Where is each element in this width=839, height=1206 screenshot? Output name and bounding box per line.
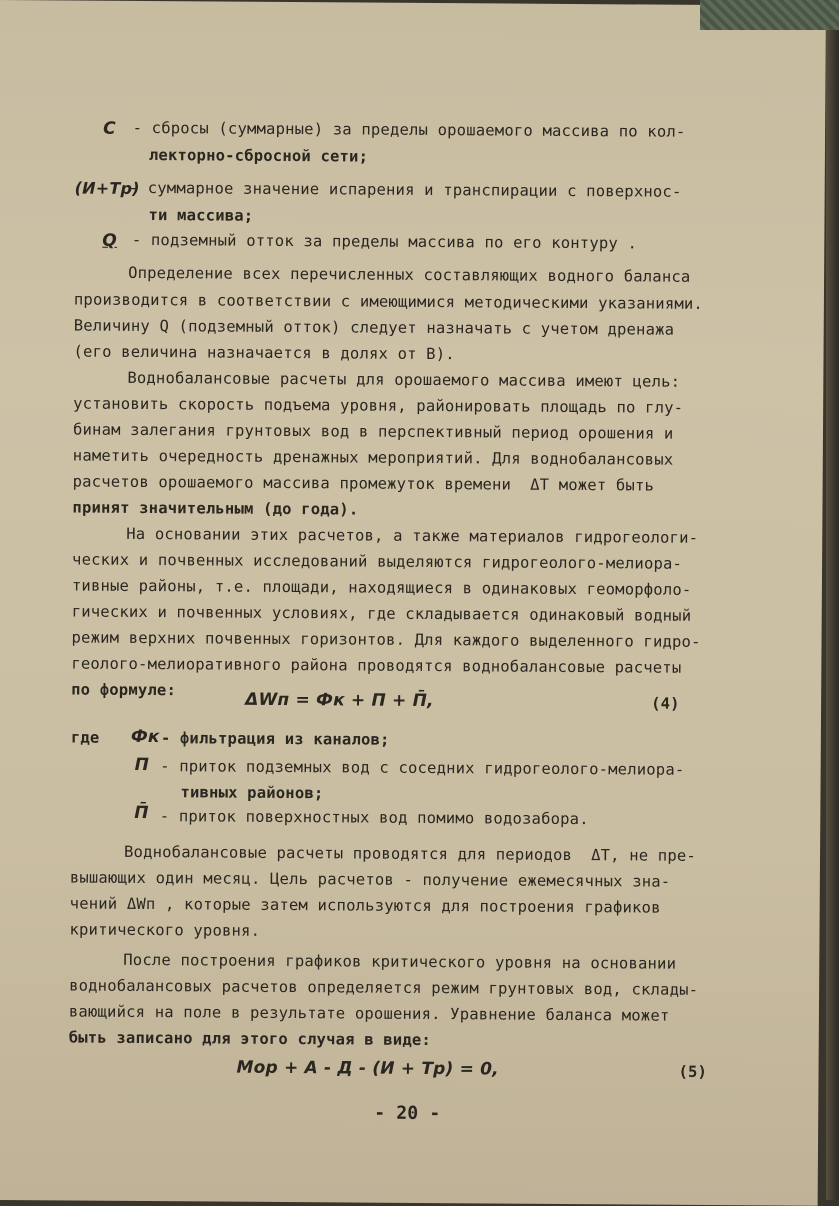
- symbol-q: Q: [102, 230, 118, 251]
- text-line: - сбросы (суммарные) за пределы орошаемого массива по кол-: [123, 118, 686, 141]
- text-line: принят значительным (до года).: [72, 498, 359, 519]
- text-line: производится в соответствии с имеющимися методическими указаниями.: [73, 290, 704, 313]
- text-line: лекторно-сбросной сети;: [148, 146, 369, 166]
- background-cloth: [700, 0, 839, 30]
- where-label: где: [70, 728, 100, 747]
- page-edge-shadow: [826, 0, 839, 1200]
- equation-number-4: (4): [651, 694, 680, 713]
- text-line: ти массива;: [148, 206, 254, 225]
- text-line: наметить очередность дренажных мероприятий. Для воднобалансовых: [72, 446, 674, 469]
- text-line: тивные районы, т.е. площади, находящиеся в одинаковых геоморфоло-: [71, 576, 692, 599]
- equation-number-5: (5): [678, 1062, 708, 1081]
- text-line: чений ΔWп , которые затем используются для построения графиков: [69, 894, 661, 917]
- text-line: - фильтрация из каналов;: [160, 729, 390, 749]
- text-line: После построения графиков критического уровня на основании: [123, 950, 677, 973]
- symbol-p: П: [134, 754, 150, 776]
- text-line: - подземный отток за пределы массива по его контуру .: [122, 230, 638, 253]
- text-line: Воднобалансовые расчеты для орошаемого массива имеют цель:: [127, 368, 681, 391]
- text-line: воднобалансовых расчетов определяется режим грунтовых вод, склады-: [69, 976, 699, 999]
- text-line: гических и почвенных условиях, где складывается одинаковый водный: [71, 602, 692, 625]
- text-line: ческих и почвенных исследований выделяются гидрогеолого-мелиора-: [72, 550, 683, 573]
- symbol-i-tr: (И+Тр): [74, 178, 140, 198]
- symbol-c: C: [103, 118, 116, 139]
- text-line: Определение всех перечисленных составляющих водного баланса: [128, 263, 691, 286]
- formula-4: ΔWп = Фк + П + П̄,: [245, 689, 434, 712]
- text-line: вышающих один месяц. Цель расчетов - получение ежемесячных зна-: [69, 868, 671, 891]
- symbol-fk: Фк: [130, 726, 160, 748]
- text-line: по формуле:: [71, 680, 177, 700]
- text-line: режим верхних почвенных горизонтов. Для каждого выделенного гидро-: [71, 628, 701, 651]
- text-line: установить скорость подъема уровня, районировать площадь по глу-: [73, 394, 684, 417]
- text-line: бинам залегания грунтовых вод в перспективный период орошения и: [72, 420, 674, 443]
- formula-5: Мор + А - Д - (И + Тр) = 0,: [236, 1057, 499, 1080]
- text-line: геолого-мелиоративного района проводятся воднобалансовые расчеты: [71, 654, 682, 677]
- text-line: вающийся на поле в результате орошения. Уравнение баланса может: [68, 1002, 670, 1025]
- text-line: тивных районов;: [180, 783, 324, 803]
- text-line: расчетов орошаемого массива промежуток времени ΔT может быть: [72, 472, 655, 495]
- text-line: быть записано для этого случая в виде:: [68, 1028, 432, 1050]
- text-line: (его величина назначается в долях от В).: [73, 342, 455, 364]
- text-line: - приток поверхностных вод помимо водозабора.: [150, 807, 589, 829]
- text-line: - суммарное значение испарения и транспирации с поверхнос-: [128, 178, 682, 201]
- text-line: - приток подземных вод с соседних гидрогеолого-мелиора-: [150, 757, 685, 779]
- text-line: критического уровня.: [69, 920, 261, 940]
- symbol-p-bar: П̄: [134, 802, 149, 824]
- text-line: На основании этих расчетов, а также материалов гидрогеологи-: [126, 524, 699, 547]
- page-number: - 20 -: [374, 1102, 441, 1125]
- text-line: Воднобалансовые расчеты проводятся для периодов ΔT, не пре-: [123, 842, 697, 865]
- text-line: Величину Q (подземный отток) следует назначать с учетом дренажа: [73, 316, 675, 339]
